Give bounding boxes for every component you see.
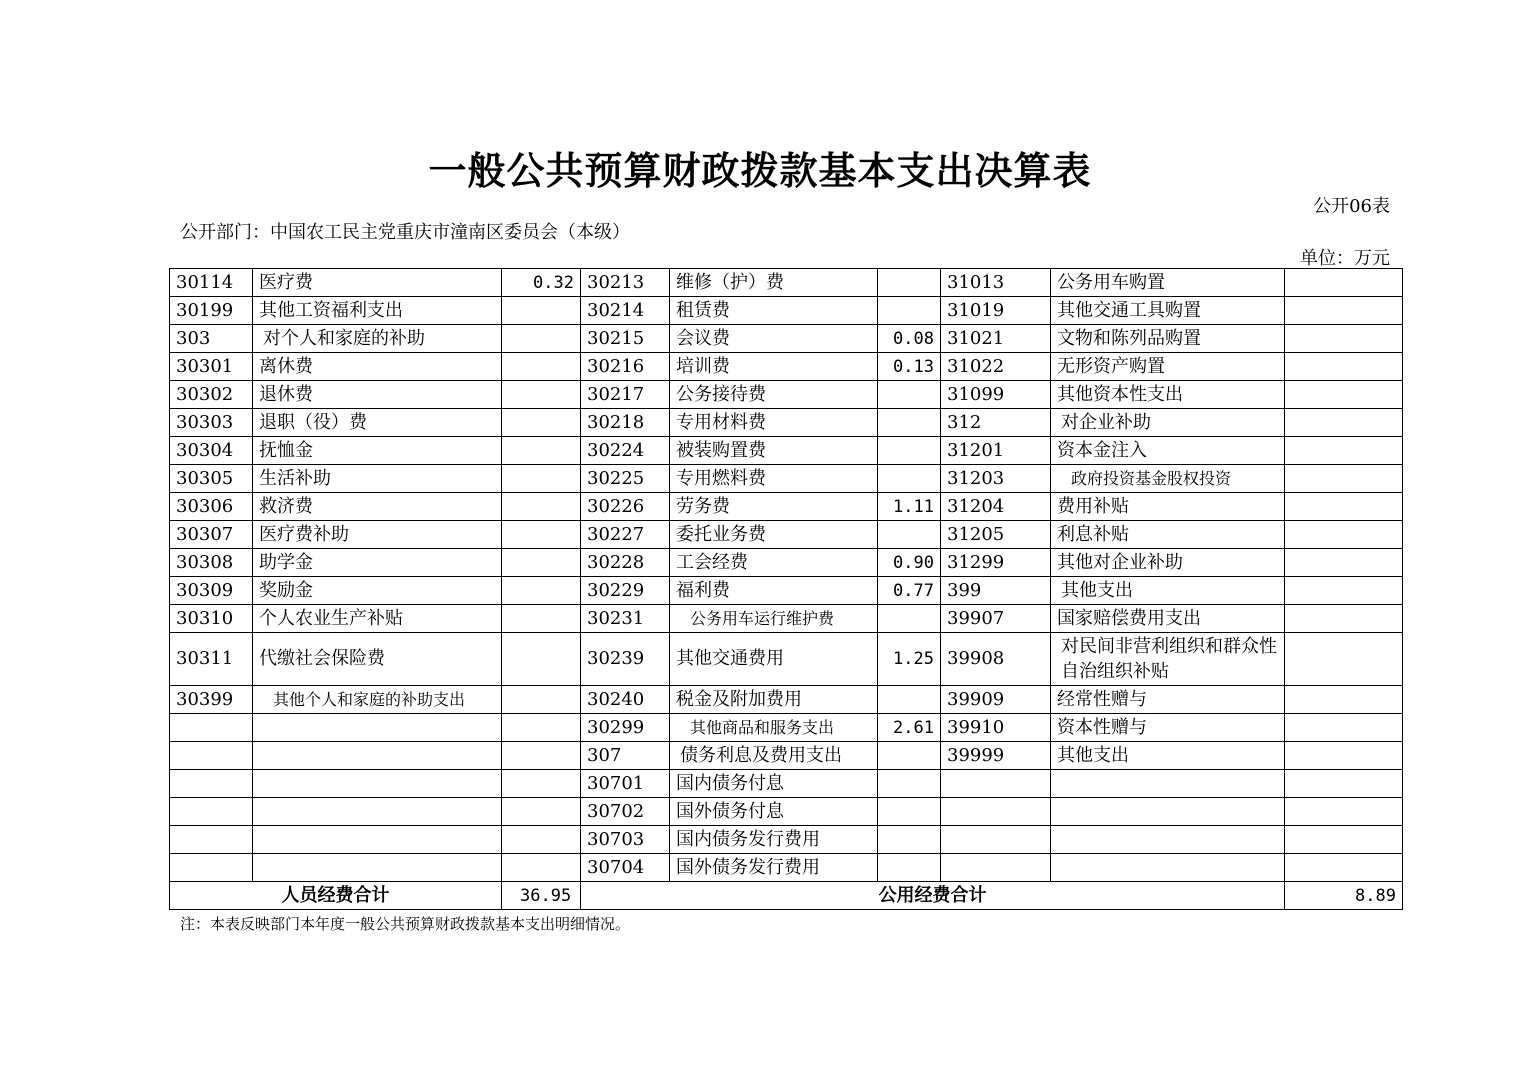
amount-cell: 1.11 <box>878 493 941 521</box>
table-row <box>170 686 1403 714</box>
table-row <box>170 521 1403 549</box>
account-name-cell: 国内债务发行费用 <box>670 826 878 854</box>
department-label: 公开部门：中国农工民主党重庆市潼南区委员会（本级） <box>180 222 630 243</box>
account-code-cell <box>941 798 1051 826</box>
account-name-cell: 对个人和家庭的补助 <box>253 325 502 353</box>
account-name-cell: 医疗费补助 <box>253 521 502 549</box>
public-total-label: 公用经费合计 <box>581 882 1285 910</box>
account-name-cell: 国外债务发行费用 <box>670 854 878 882</box>
account-name-cell: 其他个人和家庭的补助支出 <box>253 686 502 714</box>
account-code-cell <box>170 714 253 742</box>
amount-cell <box>878 381 941 409</box>
amount-cell <box>1285 325 1403 353</box>
table-row <box>170 409 1403 437</box>
account-name-cell: 代缴社会保险费 <box>253 633 502 686</box>
totals-row <box>170 882 1403 910</box>
account-code-cell: 30214 <box>581 297 670 325</box>
amount-cell <box>1285 577 1403 605</box>
account-code-cell: 303 <box>170 325 253 353</box>
form-number: 公开06表 <box>1313 196 1390 217</box>
account-name-cell: 维修（护）费 <box>670 269 878 297</box>
amount-cell <box>878 465 941 493</box>
amount-cell: 0.08 <box>878 325 941 353</box>
amount-cell <box>502 605 581 633</box>
account-code-cell <box>170 826 253 854</box>
account-name-cell: 委托业务费 <box>670 521 878 549</box>
account-name-cell: 其他支出 <box>1051 577 1285 605</box>
amount-cell <box>1285 297 1403 325</box>
account-name-cell <box>253 770 502 798</box>
account-code-cell: 399 <box>941 577 1051 605</box>
amount-cell: 0.90 <box>878 549 941 577</box>
amount-cell <box>1285 269 1403 297</box>
account-name-cell: 专用材料费 <box>670 409 878 437</box>
amount-cell <box>502 297 581 325</box>
page-title: 一般公共预算财政拨款基本支出决算表 <box>428 149 1092 193</box>
account-code-cell: 31201 <box>941 437 1051 465</box>
account-code-cell: 30239 <box>581 633 670 686</box>
account-name-cell: 公务接待费 <box>670 381 878 409</box>
account-name-cell: 债务利息及费用支出 <box>670 742 878 770</box>
account-code-cell: 30218 <box>581 409 670 437</box>
amount-cell <box>502 798 581 826</box>
amount-cell <box>878 686 941 714</box>
account-name-cell: 奖励金 <box>253 577 502 605</box>
account-name-cell: 公务用车购置 <box>1051 269 1285 297</box>
table-row <box>170 297 1403 325</box>
account-code-cell: 30704 <box>581 854 670 882</box>
amount-cell <box>878 409 941 437</box>
account-code-cell: 30225 <box>581 465 670 493</box>
account-name-cell: 救济费 <box>253 493 502 521</box>
account-name-cell <box>253 854 502 882</box>
account-code-cell <box>170 770 253 798</box>
account-name-cell <box>253 826 502 854</box>
table-row <box>170 742 1403 770</box>
account-name-cell: 退休费 <box>253 381 502 409</box>
table-row <box>170 577 1403 605</box>
account-name-cell: 劳务费 <box>670 493 878 521</box>
account-code-cell: 30228 <box>581 549 670 577</box>
account-code-cell: 31299 <box>941 549 1051 577</box>
table-row <box>170 854 1403 882</box>
amount-cell <box>878 854 941 882</box>
account-code-cell: 30701 <box>581 770 670 798</box>
amount-cell <box>502 770 581 798</box>
account-code-cell: 30303 <box>170 409 253 437</box>
account-name-cell: 退职（役）费 <box>253 409 502 437</box>
amount-cell <box>502 409 581 437</box>
account-name-cell: 离休费 <box>253 353 502 381</box>
amount-cell <box>878 742 941 770</box>
account-name-cell: 其他交通费用 <box>670 633 878 686</box>
amount-cell: 0.32 <box>502 269 581 297</box>
account-code-cell: 30310 <box>170 605 253 633</box>
account-code-cell: 30216 <box>581 353 670 381</box>
amount-cell <box>502 325 581 353</box>
amount-cell <box>878 521 941 549</box>
amount-cell: 0.77 <box>878 577 941 605</box>
account-code-cell: 30299 <box>581 714 670 742</box>
account-code-cell: 39907 <box>941 605 1051 633</box>
account-code-cell: 30703 <box>581 826 670 854</box>
amount-cell: 0.13 <box>878 353 941 381</box>
table-row <box>170 465 1403 493</box>
account-name-cell: 会议费 <box>670 325 878 353</box>
amount-cell <box>878 605 941 633</box>
account-code-cell: 30399 <box>170 686 253 714</box>
amount-cell <box>1285 521 1403 549</box>
amount-cell <box>502 381 581 409</box>
account-code-cell: 30306 <box>170 493 253 521</box>
amount-cell: 2.61 <box>878 714 941 742</box>
table-row <box>170 437 1403 465</box>
public-total-amount: 8.89 <box>1285 882 1403 910</box>
amount-cell <box>1285 465 1403 493</box>
account-name-cell: 被装购置费 <box>670 437 878 465</box>
account-name-cell <box>1051 826 1285 854</box>
account-code-cell: 30301 <box>170 353 253 381</box>
account-name-cell: 对企业补助 <box>1051 409 1285 437</box>
amount-cell <box>878 437 941 465</box>
account-name-cell: 租赁费 <box>670 297 878 325</box>
amount-cell <box>1285 633 1403 686</box>
amount-cell <box>1285 854 1403 882</box>
amount-cell <box>878 297 941 325</box>
account-code-cell: 307 <box>581 742 670 770</box>
expenditure-table <box>169 268 1403 910</box>
account-code-cell: 30114 <box>170 269 253 297</box>
account-code-cell: 30305 <box>170 465 253 493</box>
account-code-cell: 39909 <box>941 686 1051 714</box>
account-name-cell: 个人农业生产补贴 <box>253 605 502 633</box>
table-row <box>170 549 1403 577</box>
amount-cell <box>878 798 941 826</box>
account-name-cell <box>1051 770 1285 798</box>
amount-cell <box>1285 770 1403 798</box>
account-code-cell: 30240 <box>581 686 670 714</box>
amount-cell <box>1285 826 1403 854</box>
amount-cell <box>502 437 581 465</box>
table-row <box>170 605 1403 633</box>
amount-cell <box>502 633 581 686</box>
account-name-cell <box>253 798 502 826</box>
account-name-cell <box>253 714 502 742</box>
account-code-cell: 30227 <box>581 521 670 549</box>
account-name-cell: 利息补贴 <box>1051 521 1285 549</box>
unit-label: 单位：万元 <box>1300 248 1390 269</box>
account-name-cell <box>253 742 502 770</box>
amount-cell <box>878 269 941 297</box>
account-code-cell: 30199 <box>170 297 253 325</box>
account-name-cell: 资本金注入 <box>1051 437 1285 465</box>
account-name-cell: 生活补助 <box>253 465 502 493</box>
table-row <box>170 269 1403 297</box>
account-name-cell: 国内债务付息 <box>670 770 878 798</box>
table-row <box>170 633 1403 686</box>
amount-cell <box>1285 798 1403 826</box>
amount-cell <box>1285 742 1403 770</box>
amount-cell <box>1285 549 1403 577</box>
account-name-cell: 文物和陈列品购置 <box>1051 325 1285 353</box>
amount-cell <box>1285 353 1403 381</box>
account-name-cell: 税金及附加费用 <box>670 686 878 714</box>
account-name-cell: 对民间非营利组织和群众性自治组织补贴 <box>1051 633 1285 686</box>
personnel-total-amount: 36.95 <box>502 882 581 910</box>
account-code-cell: 30224 <box>581 437 670 465</box>
table-row <box>170 353 1403 381</box>
table-row <box>170 493 1403 521</box>
account-code-cell <box>170 854 253 882</box>
account-code-cell <box>941 826 1051 854</box>
account-code-cell: 39910 <box>941 714 1051 742</box>
account-code-cell: 30226 <box>581 493 670 521</box>
amount-cell <box>502 714 581 742</box>
account-code-cell <box>170 742 253 770</box>
account-code-cell: 31019 <box>941 297 1051 325</box>
amount-cell <box>878 770 941 798</box>
account-code-cell: 30217 <box>581 381 670 409</box>
account-code-cell: 30302 <box>170 381 253 409</box>
footnote: 注：本表反映部门本年度一般公共预算财政拨款基本支出明细情况。 <box>180 915 631 933</box>
amount-cell <box>1285 381 1403 409</box>
table-row <box>170 826 1403 854</box>
account-code-cell: 30308 <box>170 549 253 577</box>
account-name-cell <box>1051 854 1285 882</box>
amount-cell <box>502 493 581 521</box>
account-code-cell: 31203 <box>941 465 1051 493</box>
account-code-cell: 31013 <box>941 269 1051 297</box>
account-name-cell: 国家赔偿费用支出 <box>1051 605 1285 633</box>
account-code-cell: 312 <box>941 409 1051 437</box>
account-code-cell <box>170 798 253 826</box>
account-code-cell: 30702 <box>581 798 670 826</box>
table-row <box>170 770 1403 798</box>
account-code-cell: 39999 <box>941 742 1051 770</box>
account-code-cell: 31204 <box>941 493 1051 521</box>
account-name-cell: 其他交通工具购置 <box>1051 297 1285 325</box>
amount-cell <box>502 353 581 381</box>
amount-cell <box>502 854 581 882</box>
account-name-cell: 抚恤金 <box>253 437 502 465</box>
account-name-cell: 公务用车运行维护费 <box>670 605 878 633</box>
amount-cell <box>1285 437 1403 465</box>
account-code-cell: 30311 <box>170 633 253 686</box>
account-code-cell: 31022 <box>941 353 1051 381</box>
account-name-cell: 工会经费 <box>670 549 878 577</box>
account-name-cell: 其他对企业补助 <box>1051 549 1285 577</box>
account-code-cell: 30215 <box>581 325 670 353</box>
amount-cell <box>1285 605 1403 633</box>
table-row <box>170 381 1403 409</box>
amount-cell <box>502 549 581 577</box>
account-code-cell: 30231 <box>581 605 670 633</box>
account-name-cell: 费用补贴 <box>1051 493 1285 521</box>
account-name-cell: 培训费 <box>670 353 878 381</box>
account-code-cell: 31099 <box>941 381 1051 409</box>
amount-cell <box>502 826 581 854</box>
account-code-cell: 30213 <box>581 269 670 297</box>
account-name-cell <box>1051 798 1285 826</box>
account-code-cell: 31021 <box>941 325 1051 353</box>
account-code-cell: 30229 <box>581 577 670 605</box>
account-code-cell: 39908 <box>941 633 1051 686</box>
account-name-cell: 国外债务付息 <box>670 798 878 826</box>
table-row <box>170 325 1403 353</box>
account-code-cell <box>941 770 1051 798</box>
table-row <box>170 714 1403 742</box>
amount-cell <box>502 577 581 605</box>
account-code-cell: 30307 <box>170 521 253 549</box>
account-code-cell: 30309 <box>170 577 253 605</box>
amount-cell <box>502 686 581 714</box>
amount-cell <box>1285 686 1403 714</box>
account-name-cell: 其他支出 <box>1051 742 1285 770</box>
account-name-cell: 助学金 <box>253 549 502 577</box>
amount-cell <box>1285 714 1403 742</box>
table-row <box>170 798 1403 826</box>
account-name-cell: 其他工资福利支出 <box>253 297 502 325</box>
amount-cell <box>502 465 581 493</box>
account-name-cell: 经常性赠与 <box>1051 686 1285 714</box>
amount-cell <box>1285 409 1403 437</box>
account-name-cell: 专用燃料费 <box>670 465 878 493</box>
account-name-cell: 福利费 <box>670 577 878 605</box>
account-name-cell: 其他商品和服务支出 <box>670 714 878 742</box>
amount-cell <box>502 742 581 770</box>
account-name-cell: 政府投资基金股权投资 <box>1051 465 1285 493</box>
account-code-cell: 31205 <box>941 521 1051 549</box>
account-code-cell <box>941 854 1051 882</box>
amount-cell <box>1285 493 1403 521</box>
amount-cell <box>502 521 581 549</box>
account-name-cell: 无形资产购置 <box>1051 353 1285 381</box>
personnel-total-label: 人员经费合计 <box>170 882 502 910</box>
account-name-cell: 医疗费 <box>253 269 502 297</box>
amount-cell <box>878 826 941 854</box>
account-name-cell: 资本性赠与 <box>1051 714 1285 742</box>
amount-cell: 1.25 <box>878 633 941 686</box>
account-code-cell: 30304 <box>170 437 253 465</box>
account-name-cell: 其他资本性支出 <box>1051 381 1285 409</box>
